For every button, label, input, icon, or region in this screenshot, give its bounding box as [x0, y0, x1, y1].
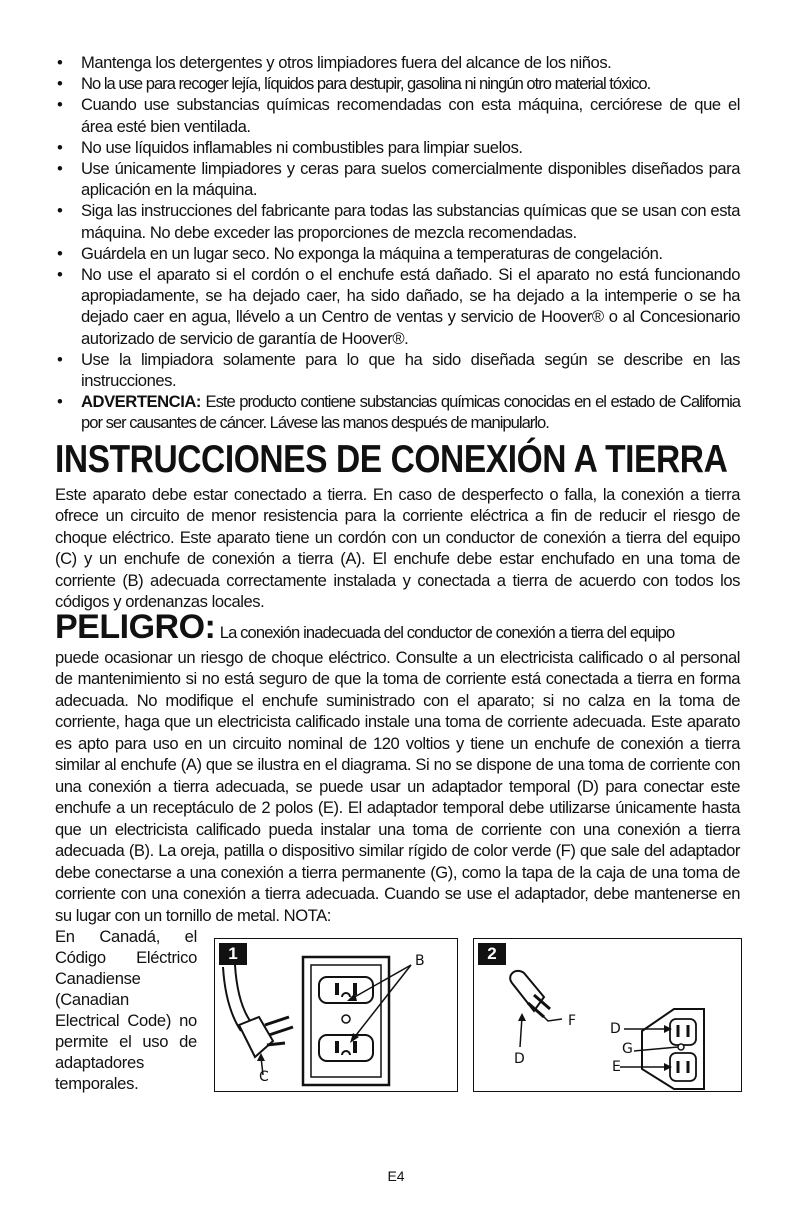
adapter-illustration: [474, 939, 741, 1091]
label-d-bottom: D: [514, 1051, 525, 1068]
danger-paragraph: puede ocasionar un riesgo de choque eléctrico. Consulte a un electricista calificado o al personal de mantenimiento si no está seguro de que la toma de corriente está conectada a tierra en forma adecuada. No modifique el enchufe suministrado con el aparato; si no calza en la toma de corriente, haga que un electricista calificado instale una toma de corriente adecuada. Este aparato es apto para uso en un circuito nominal de 120 voltios y tiene un enchufe de conexión a tierra similar al enchufe (A) que se ilustra en el diagrama. Si no se dispone de una toma de corriente con una conexión a tierra adecuada, se puede usar un adaptador temporal (D) para conectar este enchufe a un receptáculo de 2 polos (E). El adaptador temporal debe utilizarse únicamente hasta que un electricista calificado pueda instalar una toma de corriente con una conexión a tierra adecuada (B). La oreja, patilla o dispositivo similar rígido de color verde (F) que sale del adaptador debe conectarse a una conexión a tierra permanente (G), como la tapa de la caja de una toma de corriente con una conexión a tierra adecuada. Cuando se use el adaptador, debe mantenerse en su lugar con un tornillo de metal. NOTA:: [55, 647, 740, 925]
page-number: E4: [387, 1168, 405, 1184]
bullet-item: • No la use para recoger lejía, líquidos para destupir, gasolina ni ningún otro material tóxico.: [57, 74, 651, 94]
safety-bullet-list: [55, 52, 740, 434]
figure-2-temporary-adapter: [473, 938, 742, 1092]
bullet-item: • Mantenga los detergentes y otros limpiadores fuera del alcance de los niños.: [57, 53, 612, 72]
bullet-item: • Cuando use substancias químicas recomendadas con esta máquina, cerciórese de que el área esté bien ventilada.: [57, 95, 740, 136]
bullet-item: • Use la limpiadora solamente para lo que ha sido diseñada según se describe en las instrucciones.: [57, 349, 740, 391]
label-d-top: D: [610, 1021, 621, 1038]
figure-1-grounded-plug-outlet: [214, 938, 458, 1092]
intro-paragraph: Este aparato debe estar conectado a tierra. En caso de desperfecto o falla, la conexión a tierra ofrece un circuito de menor resistencia para la corriente eléctrica a fin de reducir el riesgo de choque eléctrico. Este aparato tiene un cordón con un conductor de conexión a tierra del equipo (C) y un enchufe de conexión a tierra (A). El enchufe debe estar enchufado en una toma de corriente (B) adecuada correctamente instalada y conectada a tierra de acuerdo con todos los códigos y ordenanzas locales.: [55, 484, 740, 612]
danger-label: PELIGRO:: [55, 607, 216, 646]
label-f: F: [568, 1013, 577, 1030]
warning-text: Este producto contiene substancias químicas conocidas en el estado de California por ser causantes de cáncer. Lávese las manos después de manipularlo.: [81, 392, 740, 433]
danger-heading-line: [55, 607, 740, 647]
bullet-item: • Siga las instrucciones del fabricante para todas las substancias químicas que se usan con esta máquina. No debe exceder las proporciones de mezcla recomendadas.: [57, 201, 740, 242]
figure-number: 2: [478, 943, 506, 965]
bullet-item: • No use líquidos inflamables ni combustibles para limpiar suelos.: [57, 137, 523, 157]
figure-number: 1: [219, 943, 247, 965]
label-c: C: [259, 1069, 269, 1086]
danger-lead: La conexión inadecuada del conductor de conexión a tierra del equipo: [219, 622, 675, 642]
label-b: B: [415, 953, 425, 970]
warning-label: ADVERTENCIA:: [81, 392, 201, 412]
label-g: G: [622, 1041, 633, 1058]
warning-bullet: • ADVERTENCIA: Este producto contiene substancias químicas conocidas en el estado de California por ser causantes de cáncer. Lávese las manos después de manipularlo.: [57, 392, 740, 433]
figure-area: [55, 926, 740, 1094]
section-title: INSTRUCCIONES DE CONEXIÓN A TIERRA: [55, 437, 728, 481]
bullet-item: • Guárdela en un lugar seco. No exponga la máquina a temperaturas de congelación.: [57, 243, 663, 263]
bullet-item: • Use únicamente limpiadores y ceras para suelos comercialmente disponibles diseñados para aplicación en la máquina.: [57, 159, 740, 200]
label-e: E: [612, 1059, 621, 1076]
canada-note: En Canadá, el Código Eléctrico Canadiense (Canadian Electrical Code) no permite el uso de adaptadores temporales.: [55, 927, 197, 1094]
bullet-item: • No use el aparato si el cordón o el enchufe está dañado. Si el aparato no está funcionando apropiadamente, se ha dejado caer, ha sido dañado, se ha dejado a la intemperie o se ha dejado caer en agua, llévelo a un Centro de ventas y servicio de Hoover® o al Concesionario autorizado de servicio de garantía de Hoover®.: [57, 265, 740, 348]
manual-page: [55, 52, 740, 1094]
